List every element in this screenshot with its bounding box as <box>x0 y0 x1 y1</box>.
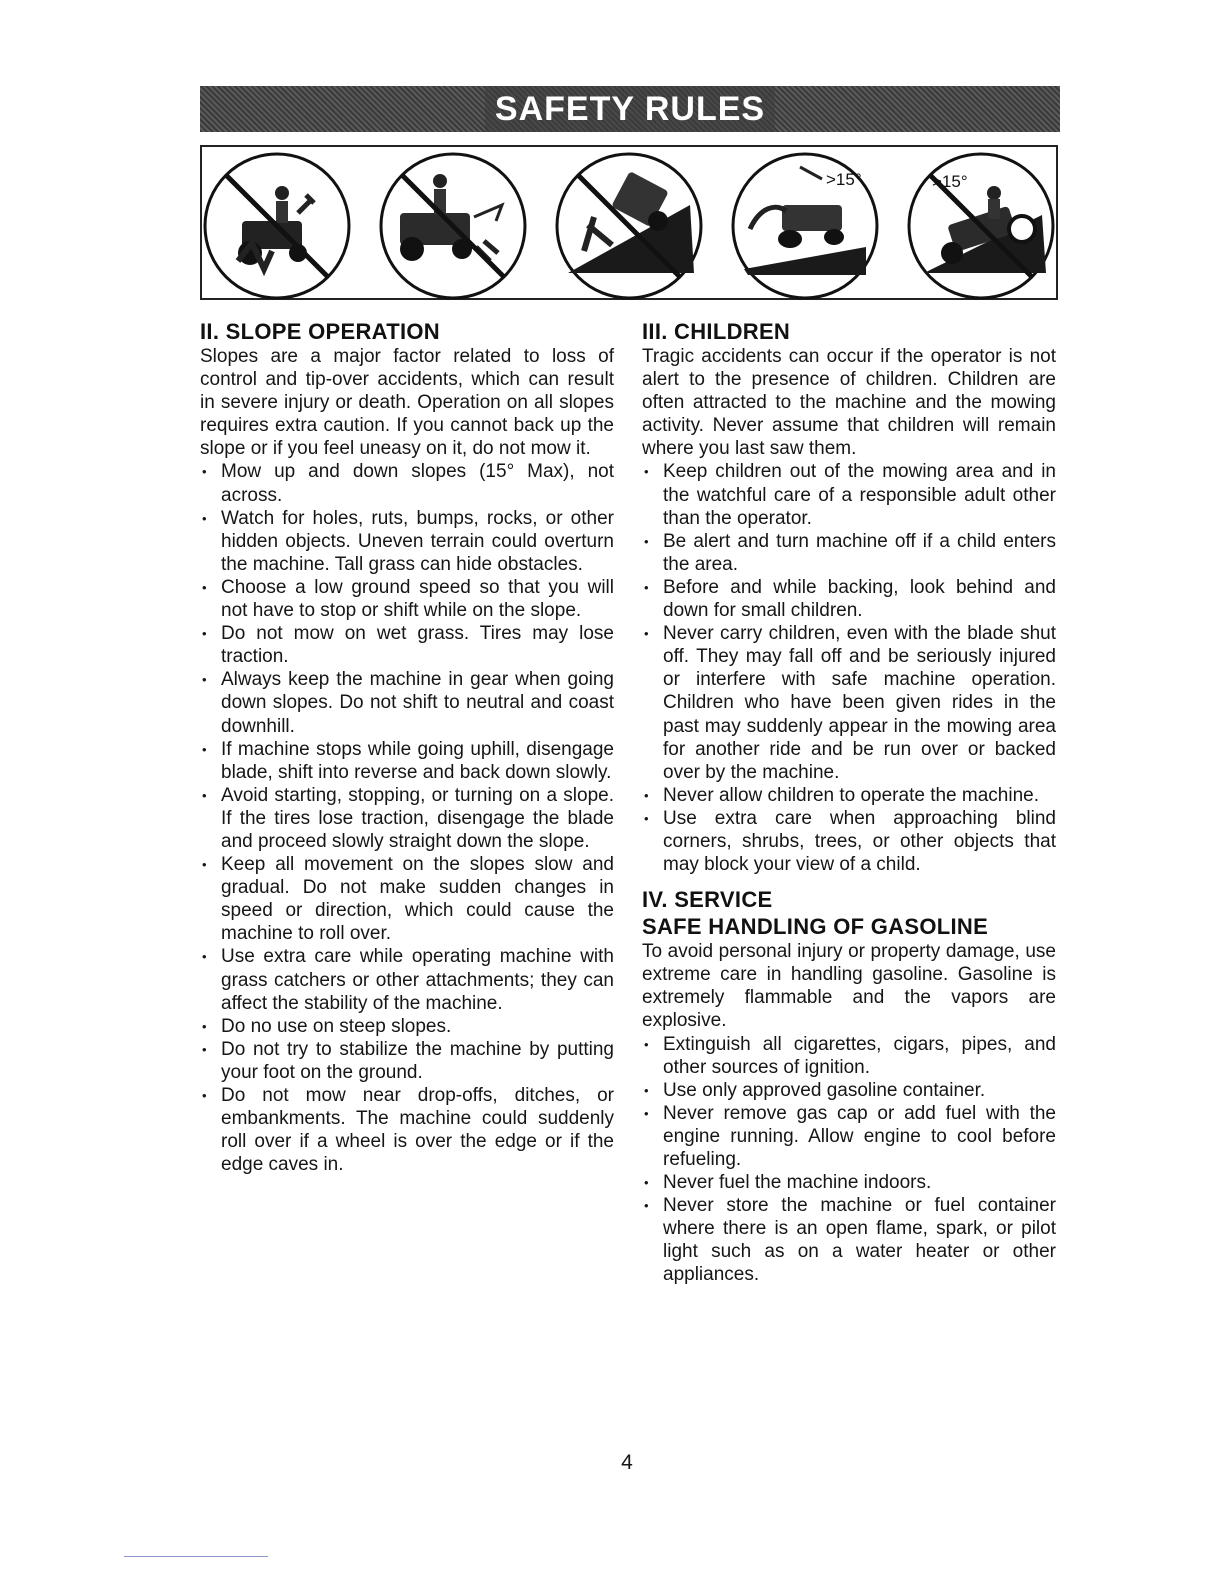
slope-operation-rules <box>200 460 614 1176</box>
list-item: • Do not mow on wet grass. Tires may lose traction. <box>200 622 614 668</box>
no-hands-feet-near-blade-icon <box>378 151 528 301</box>
no-uphill-slope-15-icon <box>906 151 1056 301</box>
footnote-divider <box>124 1556 268 1557</box>
children-rules <box>642 460 1056 876</box>
page-number: 4 <box>621 1451 633 1474</box>
list-item: • Never remove gas cap or add fuel with the engine running. Allow engine to cool before refueling. <box>642 1102 1056 1171</box>
safety-rules-banner <box>200 86 1060 132</box>
slope-operation-heading: II. SLOPE OPERATION <box>200 319 440 344</box>
list-item: • Watch for holes, ruts, bumps, rocks, or other hidden objects. Uneven terrain could overturn the machine. Tall grass can hide obstacles. <box>200 507 614 576</box>
list-item: • Use extra care when approaching blind corners, shrubs, trees, or other objects that may block your view of a child. <box>642 807 1056 876</box>
list-item: • Never store the machine or fuel container where there is an open flame, spark, or pilot light such as on a water heater or other appliances. <box>642 1194 1056 1286</box>
list-item: • Keep all movement on the slopes slow and gradual. Do not make sudden changes in speed or direction, which could cause the machine to roll over. <box>200 853 614 945</box>
children-and-service-section <box>642 318 1056 1287</box>
slope-angle-label: >15° <box>932 172 968 191</box>
list-item: • Do no use on steep slopes. <box>200 1015 614 1038</box>
list-item: • Keep children out of the mowing area and in the watchful care of a responsible adult other than the operator. <box>642 460 1056 529</box>
slope-operation-intro: Slopes are a major factor related to loss of control and tip-over accidents, which can result in severe injury or death. Operation on all slopes requires extra caution. If you cannot back up the slope or if you feel uneasy on it, do not mow it. <box>200 346 614 460</box>
list-item: • Avoid starting, stopping, or turning on a slope. If the tires lose traction, disengage the blade and proceed slowly straight down the slope. <box>200 784 614 853</box>
list-item: • Mow up and down slopes (15° Max), not across. <box>200 460 614 506</box>
list-item: • Be alert and turn machine off if a child enters the area. <box>642 530 1056 576</box>
safety-pictogram-strip <box>200 145 1058 300</box>
list-item: • Never fuel the machine indoors. <box>642 1171 1056 1194</box>
list-item: • Use only approved gasoline container. <box>642 1079 1056 1102</box>
gasoline-rules <box>642 1033 1056 1287</box>
list-item: • Choose a low ground speed so that you will not have to stop or shift while on the slope. <box>200 576 614 622</box>
no-mowing-with-passengers-icon <box>202 151 352 301</box>
list-item: • Use extra care while operating machine with grass catchers or other attachments; they can affect the stability of the machine. <box>200 945 614 1014</box>
list-item: • If machine stops while going uphill, disengage blade, shift into reverse and back down slowly. <box>200 738 614 784</box>
list-item: • Extinguish all cigarettes, cigars, pipes, and other sources of ignition. <box>642 1033 1056 1079</box>
children-intro: Tragic accidents can occur if the operator is not alert to the presence of children. Children are often attracted to the machine and the mowing activity. Never assume that children will remain where you last saw them. <box>642 346 1056 460</box>
gasoline-subheading: SAFE HANDLING OF GASOLINE <box>642 914 989 940</box>
slope-operation-section <box>200 318 614 1176</box>
list-item: • Do not mow near drop-offs, ditches, or embankments. The machine could suddenly roll over if a wheel is over the edge or if the edge caves in. <box>200 1084 614 1176</box>
list-item: • Do not try to stabilize the machine by putting your foot on the ground. <box>200 1038 614 1084</box>
list-item: • Always keep the machine in gear when going down slopes. Do not shift to neutral and coast downhill. <box>200 668 614 737</box>
slope-angle-label: >15° <box>826 170 862 189</box>
gasoline-intro: To avoid personal injury or property damage, use extreme care in handling gasoline. Gasoline is extremely flammable and the vapors are explosive. <box>642 941 1056 1032</box>
banner-title: SAFETY RULES <box>485 86 775 132</box>
list-item: • Never carry children, even with the blade shut off. They may fall off and be seriously injured or interfere with safe machine operation. Children who have been given rides in the past may suddenly appear in the mowing area for another ride and be run over or backed over by the machine. <box>642 622 1056 784</box>
children-heading: III. CHILDREN <box>642 319 791 344</box>
service-heading: IV. SERVICE <box>642 887 773 913</box>
no-tip-over-on-slope-icon <box>554 151 704 301</box>
list-item: • Never allow children to operate the machine. <box>642 784 1056 807</box>
list-item: • Before and while backing, look behind and down for small children. <box>642 576 1056 622</box>
no-mowing-across-slope-15-icon <box>730 151 880 301</box>
